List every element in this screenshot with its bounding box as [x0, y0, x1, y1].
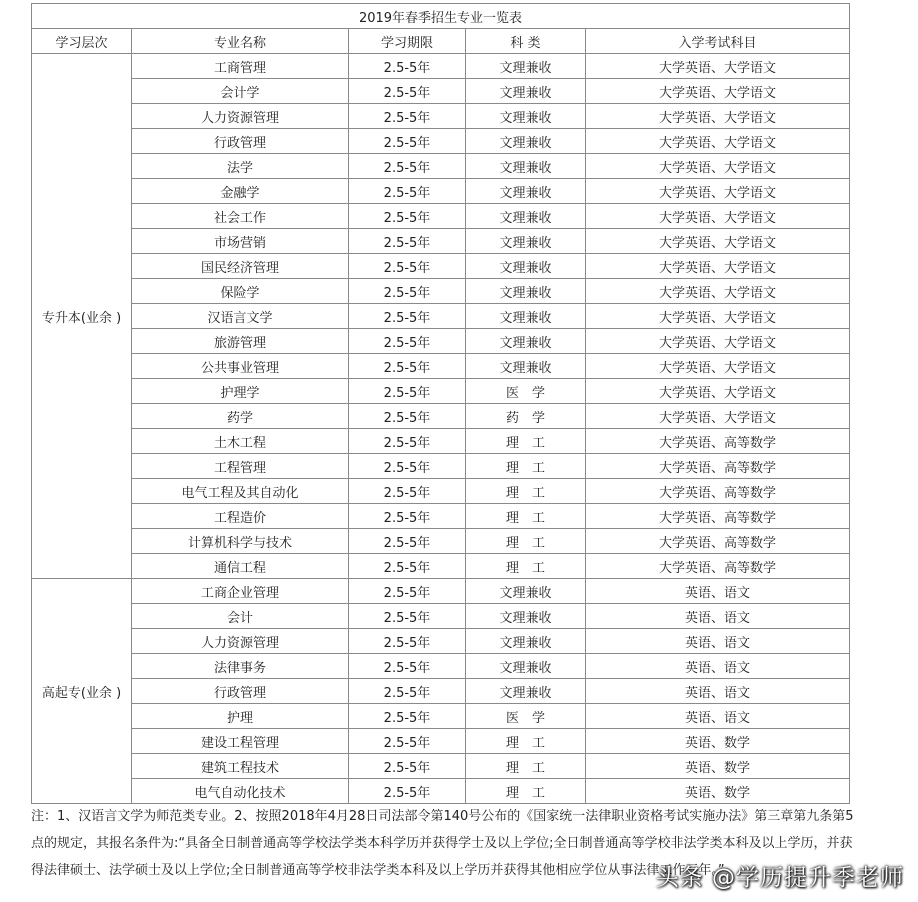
category-cell: 文理兼收	[466, 104, 586, 129]
exam-subjects-cell: 英语、语文	[586, 704, 850, 729]
category-cell: 医 学	[466, 379, 586, 404]
major-cell: 电气自动化技术	[132, 779, 349, 804]
major-cell: 公共事业管理	[132, 354, 349, 379]
exam-subjects-cell: 英语、语文	[586, 654, 850, 679]
exam-subjects-cell: 大学英语、大学语文	[586, 79, 850, 104]
category-cell: 文理兼收	[466, 354, 586, 379]
exam-subjects-cell: 大学英语、大学语文	[586, 404, 850, 429]
duration-cell: 2.5-5年	[349, 329, 466, 354]
category-cell: 理 工	[466, 429, 586, 454]
table-row	[32, 154, 850, 179]
header-category: 科 类	[466, 29, 586, 54]
category-cell: 理 工	[466, 554, 586, 579]
table-row	[32, 79, 850, 104]
category-cell: 文理兼收	[466, 279, 586, 304]
category-cell: 药 学	[466, 404, 586, 429]
category-cell: 文理兼收	[466, 629, 586, 654]
major-cell: 护理	[132, 704, 349, 729]
table-row	[32, 629, 850, 654]
category-cell: 理 工	[466, 529, 586, 554]
major-cell: 建设工程管理	[132, 729, 349, 754]
duration-cell: 2.5-5年	[349, 454, 466, 479]
category-cell: 文理兼收	[466, 129, 586, 154]
exam-subjects-cell: 大学英语、大学语文	[586, 379, 850, 404]
major-cell: 旅游管理	[132, 329, 349, 354]
major-cell: 社会工作	[132, 204, 349, 229]
enrollment-table	[31, 3, 850, 804]
major-cell: 汉语言文学	[132, 304, 349, 329]
table-row	[32, 454, 850, 479]
duration-cell: 2.5-5年	[349, 179, 466, 204]
major-cell: 土木工程	[132, 429, 349, 454]
major-cell: 通信工程	[132, 554, 349, 579]
table-row	[32, 704, 850, 729]
table-body	[32, 54, 850, 804]
exam-subjects-cell: 大学英语、大学语文	[586, 254, 850, 279]
category-cell: 医 学	[466, 704, 586, 729]
major-cell: 金融学	[132, 179, 349, 204]
exam-subjects-cell: 大学英语、高等数学	[586, 454, 850, 479]
table-row	[32, 479, 850, 504]
major-cell: 药学	[132, 404, 349, 429]
exam-subjects-cell: 大学英语、大学语文	[586, 54, 850, 79]
table-row	[32, 104, 850, 129]
table-row	[32, 379, 850, 404]
major-cell: 会计学	[132, 79, 349, 104]
table-row	[32, 754, 850, 779]
footnote: 注：1、汉语言文学为师范类专业。2、按照2018年4月28日司法部令第140号公布的《国家统一法律职业资格考试实施办法》第三章第九条第5点的规定，其报名条件为:“具备全日制普通高等学校法学类本科学历并获得学士及以上学位;全日制普通高等学校非法学类本科及以上学历，并获得法律硕士、法学硕士及以上学位;全日制普通高等学校非法学类本科及以上学历并获得其他相应学位从事法律工作三年。”	[31, 809, 854, 878]
category-cell: 文理兼收	[466, 579, 586, 604]
exam-subjects-cell: 大学英语、高等数学	[586, 529, 850, 554]
header-row	[32, 29, 850, 54]
category-cell: 文理兼收	[466, 304, 586, 329]
duration-cell: 2.5-5年	[349, 254, 466, 279]
category-cell: 文理兼收	[466, 54, 586, 79]
exam-subjects-cell: 英语、语文	[586, 579, 850, 604]
table-row	[32, 604, 850, 629]
table-row	[32, 279, 850, 304]
major-cell: 行政管理	[132, 679, 349, 704]
exam-subjects-cell: 大学英语、大学语文	[586, 229, 850, 254]
exam-subjects-cell: 大学英语、大学语文	[586, 104, 850, 129]
category-cell: 理 工	[466, 504, 586, 529]
table-row	[32, 679, 850, 704]
major-cell: 市场营销	[132, 229, 349, 254]
exam-subjects-cell: 大学英语、高等数学	[586, 554, 850, 579]
header-level: 学习层次	[32, 29, 132, 54]
duration-cell: 2.5-5年	[349, 429, 466, 454]
exam-subjects-cell: 大学英语、高等数学	[586, 479, 850, 504]
major-cell: 人力资源管理	[132, 629, 349, 654]
category-cell: 文理兼收	[466, 679, 586, 704]
major-cell: 行政管理	[132, 129, 349, 154]
major-cell: 建筑工程技术	[132, 754, 349, 779]
exam-subjects-cell: 大学英语、高等数学	[586, 504, 850, 529]
exam-subjects-cell: 大学英语、大学语文	[586, 129, 850, 154]
major-cell: 国民经济管理	[132, 254, 349, 279]
major-cell: 人力资源管理	[132, 104, 349, 129]
major-cell: 保险学	[132, 279, 349, 304]
duration-cell: 2.5-5年	[349, 704, 466, 729]
exam-subjects-cell: 英语、数学	[586, 754, 850, 779]
duration-cell: 2.5-5年	[349, 654, 466, 679]
header-major: 专业名称	[132, 29, 349, 54]
duration-cell: 2.5-5年	[349, 354, 466, 379]
exam-subjects-cell: 英语、语文	[586, 604, 850, 629]
category-cell: 文理兼收	[466, 179, 586, 204]
exam-subjects-cell: 大学英语、大学语文	[586, 204, 850, 229]
duration-cell: 2.5-5年	[349, 229, 466, 254]
duration-cell: 2.5-5年	[349, 504, 466, 529]
exam-subjects-cell: 英语、语文	[586, 679, 850, 704]
category-cell: 文理兼收	[466, 329, 586, 354]
duration-cell: 2.5-5年	[349, 404, 466, 429]
level-cell: 高起专(业余 )	[32, 579, 132, 804]
table-row	[32, 504, 850, 529]
table-row	[32, 579, 850, 604]
table-row	[32, 254, 850, 279]
exam-subjects-cell: 英语、数学	[586, 779, 850, 804]
duration-cell: 2.5-5年	[349, 579, 466, 604]
exam-subjects-cell: 大学英语、大学语文	[586, 279, 850, 304]
table-row	[32, 654, 850, 679]
major-cell: 工商管理	[132, 54, 349, 79]
duration-cell: 2.5-5年	[349, 154, 466, 179]
duration-cell: 2.5-5年	[349, 479, 466, 504]
watermark: 头条 @学历提升季老师	[655, 865, 904, 891]
duration-cell: 2.5-5年	[349, 304, 466, 329]
table-row	[32, 54, 850, 79]
duration-cell: 2.5-5年	[349, 529, 466, 554]
duration-cell: 2.5-5年	[349, 629, 466, 654]
duration-cell: 2.5-5年	[349, 679, 466, 704]
category-cell: 文理兼收	[466, 654, 586, 679]
table-row	[32, 204, 850, 229]
exam-subjects-cell: 大学英语、大学语文	[586, 179, 850, 204]
table-row	[32, 529, 850, 554]
major-cell: 法学	[132, 154, 349, 179]
category-cell: 文理兼收	[466, 604, 586, 629]
exam-subjects-cell: 大学英语、大学语文	[586, 304, 850, 329]
duration-cell: 2.5-5年	[349, 379, 466, 404]
category-cell: 理 工	[466, 729, 586, 754]
table-row	[32, 404, 850, 429]
category-cell: 理 工	[466, 754, 586, 779]
exam-subjects-cell: 大学英语、大学语文	[586, 329, 850, 354]
category-cell: 文理兼收	[466, 154, 586, 179]
exam-subjects-cell: 大学英语、大学语文	[586, 354, 850, 379]
major-cell: 护理学	[132, 379, 349, 404]
table-row	[32, 329, 850, 354]
duration-cell: 2.5-5年	[349, 279, 466, 304]
duration-cell: 2.5-5年	[349, 54, 466, 79]
major-cell: 电气工程及其自动化	[132, 479, 349, 504]
table-row	[32, 779, 850, 804]
category-cell: 文理兼收	[466, 254, 586, 279]
table-row	[32, 229, 850, 254]
major-cell: 工程造价	[132, 504, 349, 529]
duration-cell: 2.5-5年	[349, 79, 466, 104]
major-cell: 会计	[132, 604, 349, 629]
exam-subjects-cell: 大学英语、高等数学	[586, 429, 850, 454]
table-row	[32, 729, 850, 754]
duration-cell: 2.5-5年	[349, 129, 466, 154]
category-cell: 理 工	[466, 454, 586, 479]
level-cell: 专升本(业余 )	[32, 54, 132, 579]
duration-cell: 2.5-5年	[349, 104, 466, 129]
major-cell: 工商企业管理	[132, 579, 349, 604]
table-row	[32, 354, 850, 379]
duration-cell: 2.5-5年	[349, 779, 466, 804]
exam-subjects-cell: 英语、语文	[586, 629, 850, 654]
duration-cell: 2.5-5年	[349, 204, 466, 229]
major-cell: 工程管理	[132, 454, 349, 479]
duration-cell: 2.5-5年	[349, 554, 466, 579]
table-row	[32, 429, 850, 454]
header-duration: 学习期限	[349, 29, 466, 54]
category-cell: 理 工	[466, 479, 586, 504]
major-cell: 法律事务	[132, 654, 349, 679]
category-cell: 文理兼收	[466, 229, 586, 254]
duration-cell: 2.5-5年	[349, 729, 466, 754]
exam-subjects-cell: 英语、数学	[586, 729, 850, 754]
exam-subjects-cell: 大学英语、大学语文	[586, 154, 850, 179]
table-row	[32, 304, 850, 329]
table-title: 2019年春季招生专业一览表	[32, 4, 850, 29]
duration-cell: 2.5-5年	[349, 754, 466, 779]
category-cell: 文理兼收	[466, 204, 586, 229]
duration-cell: 2.5-5年	[349, 604, 466, 629]
table-row	[32, 129, 850, 154]
table-row	[32, 179, 850, 204]
major-cell: 计算机科学与技术	[132, 529, 349, 554]
category-cell: 理 工	[466, 779, 586, 804]
category-cell: 文理兼收	[466, 79, 586, 104]
header-exam-subjects: 入学考试科目	[586, 29, 850, 54]
table-row	[32, 554, 850, 579]
